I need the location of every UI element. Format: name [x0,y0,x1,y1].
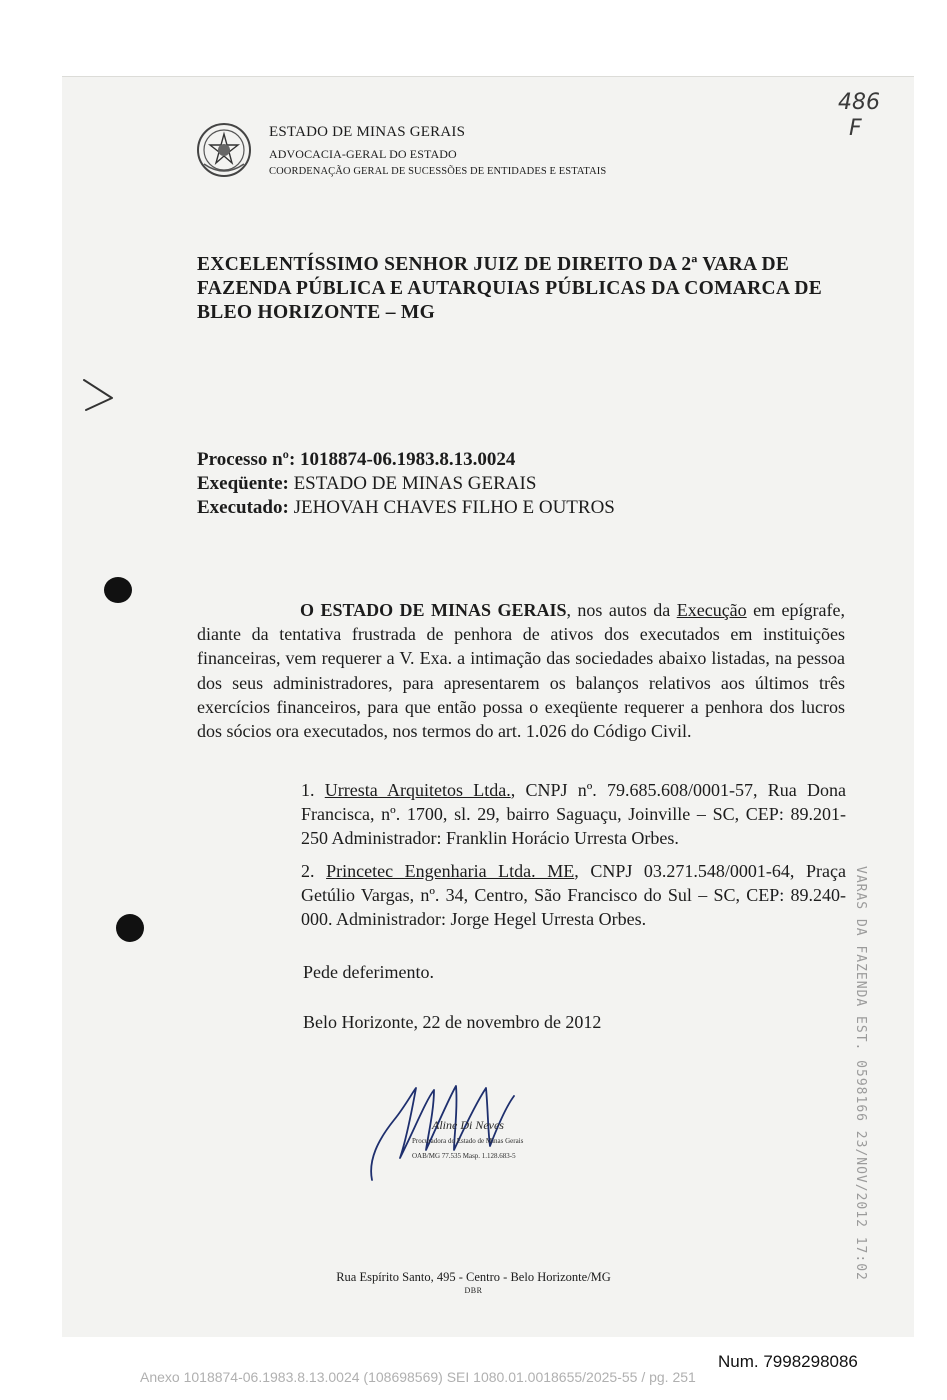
coat-of-arms-seal [196,120,252,180]
process-claimant: Exeqüente: ESTADO DE MINAS GERAIS [197,473,537,494]
process-number: Processo nº: 1018874-06.1983.8.13.0024 [197,449,516,470]
execucao-reference: Execução [676,600,747,620]
company-item-2: 2. Princetec Engenharia Ltda. ME, CNPJ 03.271.548/0001-64, Praça Getúlio Vargas, nº. 34, Centro, São Francisco do Sul – SC, CEP: 89.240-000. Administrador: Jorge Hegel Urresta Orbes. [301,861,846,930]
handwritten-margin-mark [80,376,116,414]
signatory-registration: OAB/MG 77.535 Masp. 1.128.683-5 [412,1152,516,1160]
header-department: COORDENAÇÃO GERAL DE SUCESSÕES DE ENTIDADES E ESTATAIS [269,166,607,177]
company-item-1: 1. Urresta Arquitetos Ltda., CNPJ nº. 79.685.608/0001-57, Rua Dona Francisca, nº. 1700, sl. 29, bairro Saguaçu, Joinville – SC, CEP: 89.201-250 Administrador: Franklin Horácio Urresta Orbes. [301,780,846,849]
annex-reference: Anexo 1018874-06.1983.8.13.0024 (108698569) SEI 1080.01.0018655/2025-55 / pg. 251 [140,1369,696,1385]
addressee-block [197,253,845,325]
signatory-name: Aline Di Neves [432,1118,504,1132]
addressee-line-1: EXCELENTÍSSIMO SENHOR JUIZ DE DIREITO DA 2ª VARA DE [197,254,790,275]
closing-request: Pede deferimento. [303,962,434,982]
addressee-line-3: BLEO HORIZONTE – MG [197,302,436,323]
punch-hole-top [104,577,132,603]
document-number: Num. 7998298086 [718,1352,858,1371]
protocol-stamp: VARAS DA FAZENDA EST. 0598166 23/NOV/2012 17:02 [853,866,868,1281]
place-and-date: Belo Horizonte, 22 de novembro de 2012 [303,1012,602,1032]
handwritten-signature [364,1080,564,1190]
footer-code: DBR [464,1286,483,1295]
header-state: ESTADO DE MINAS GERAIS [269,124,466,140]
footer-address: Rua Espírito Santo, 495 - Centro - Belo Horizonte/MG [336,1270,611,1284]
handwritten-initial: F [849,116,862,141]
addressee-line-2: FAZENDA PÚBLICA E AUTARQUIAS PÚBLICAS DA COMARCA DE [197,278,823,299]
main-paragraph: O ESTADO DE MINAS GERAIS, nos autos da Execução em epígrafe, diante da tentativa frustrada de penhora de ativos dos executados em instituições financeiras, vem requerer a V. Exa. a intimação das sociedades abaixo listadas, na pessoa dos seus administradores, para apresentarem os balanços relativos aos últimos três exercícios financeiros, para que então possa o exeqüente requerer a penhora dos lucros dos sócios ora executados, nos termos do art. 1.026 do Código Civil. [197,600,845,742]
header-agency: ADVOCACIA-GERAL DO ESTADO [269,147,457,161]
process-defendant: Executado: JEHOVAH CHAVES FILHO E OUTROS [197,497,615,518]
punch-hole-bottom [116,914,144,942]
signatory-role: Procuradora do Estado de Minas Gerais [412,1137,524,1145]
handwritten-page-number: 486 [838,90,880,115]
